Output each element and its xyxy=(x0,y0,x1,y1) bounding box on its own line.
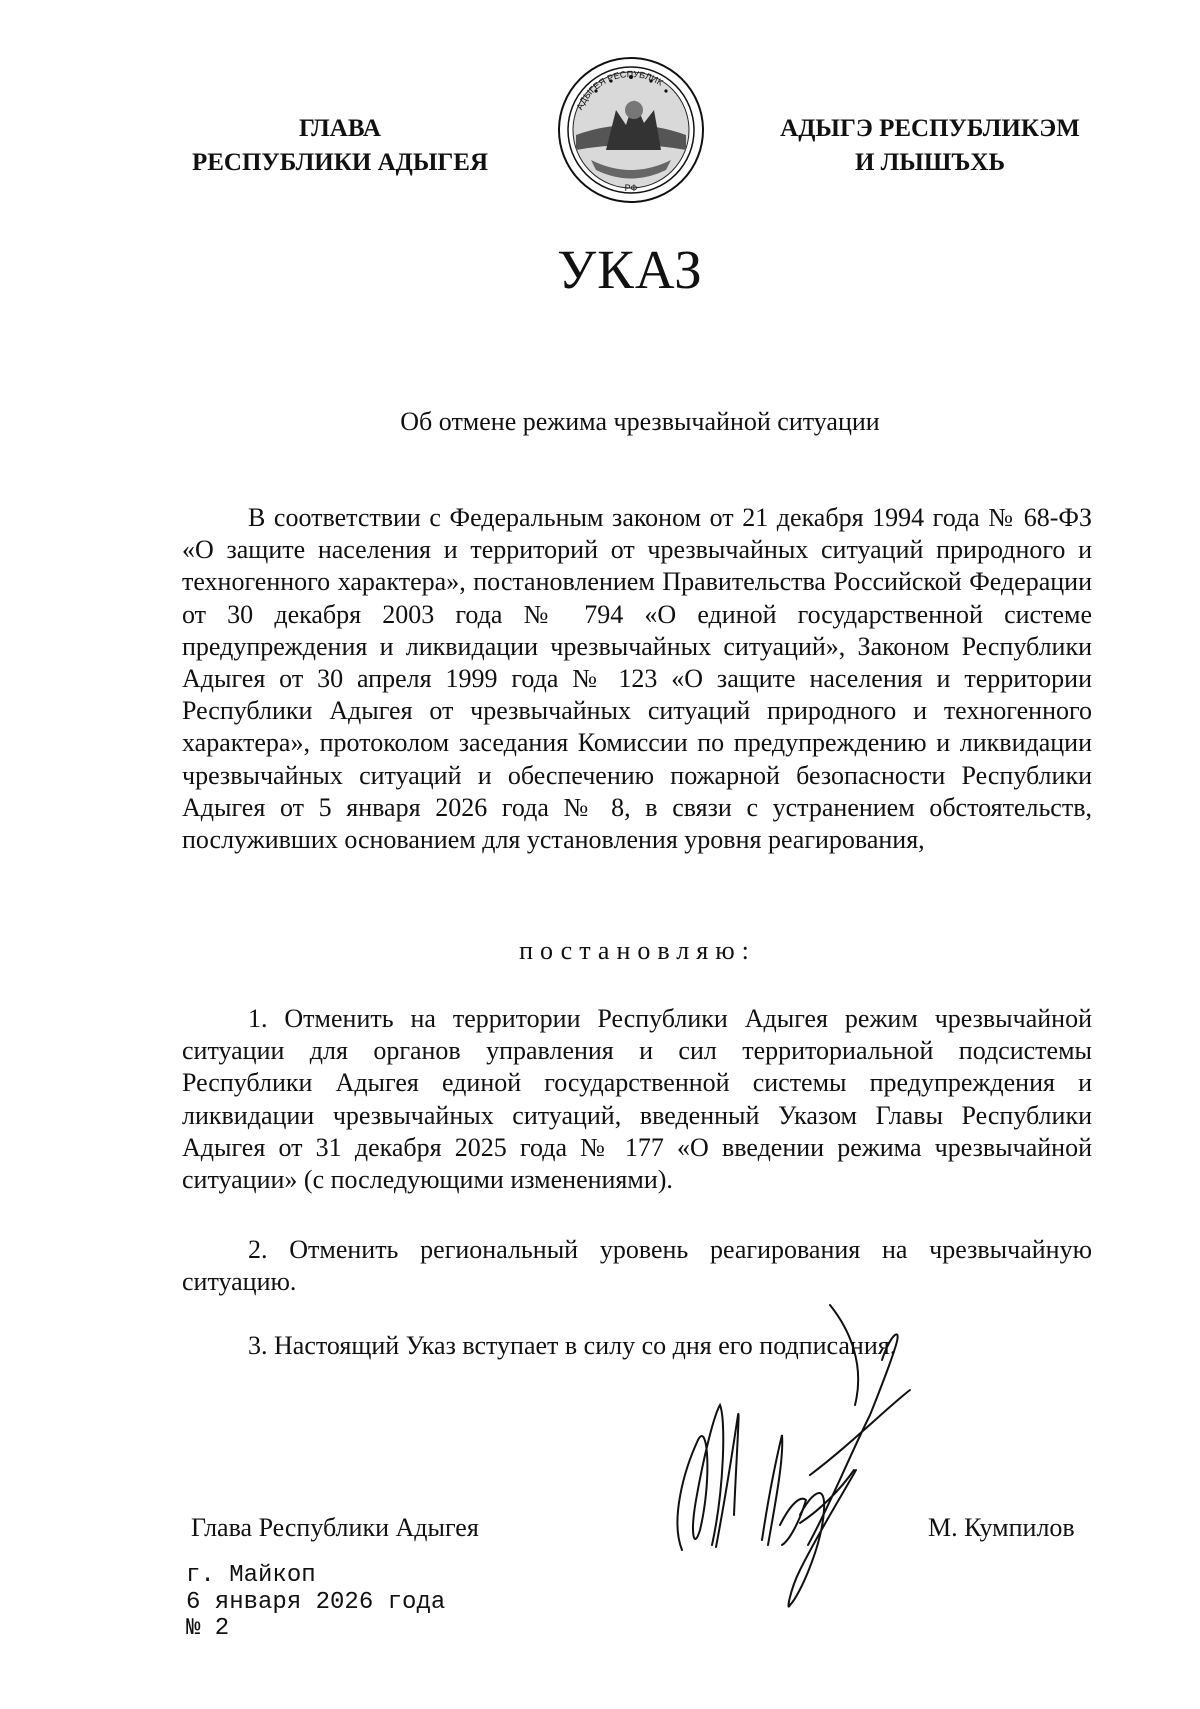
issue-date: 6 января 2026 года xyxy=(186,1589,446,1616)
issuer-adyghe-line-1: АДЫГЭ РЕСПУБЛИКЭМ xyxy=(780,115,1080,142)
document-subject: Об отмене режима чрезвычайной ситуации xyxy=(400,407,880,436)
decree-item-2: 2. Отменить региональный уровень реагирования на чрезвычайную ситуацию. xyxy=(182,1235,1092,1297)
decree-number: № 2 xyxy=(186,1615,230,1642)
signatory-position: Глава Республики Адыгея xyxy=(191,1513,479,1542)
document-title: УКАЗ xyxy=(557,239,703,300)
issuer-line-1: ГЛАВА xyxy=(299,115,381,142)
coat-of-arms-seal-icon xyxy=(556,55,706,205)
issuer-header-russian xyxy=(160,112,520,180)
resolution-keyword: постановляю: xyxy=(519,936,756,965)
issuer-adyghe-line-2: И ЛЫШЪХЬ xyxy=(854,149,1006,176)
issuer-header-adyghe xyxy=(740,112,1120,180)
decree-item-1: 1. Отменить на территории Республики Адыгея режим чрезвычайной ситуации для органов управления и сил территориальной подсистемы Республики Адыгея единой государственной системы предупреждения и ликвидации чрезвычайных ситуаций, введенный Указом Главы Республики Адыгея от 31 декабря 2025 года № 177 «О введении режима чрезвычайной ситуации» (с последующими изменениями). xyxy=(182,1004,1092,1195)
preamble-paragraph: В соответствии с Федеральным законом от 21 декабря 1994 года № 68-ФЗ «О защите населения и территорий от чрезвычайных ситуаций природного и техногенного характера», постановлением Правительства Российской Федерации от 30 декабря 2003 года № 794 «О единой государственной системе предупреждения и ликвидации чрезвычайных ситуаций», Законом Республики Адыгея от 30 апреля 1999 года № 123 «О защите населения и территории Республики Адыгея от чрезвычайных ситуаций природного и техногенного характера», протоколом заседания Комиссии по предупреждению и ликвидации чрезвычайных ситуаций и обеспечению пожарной безопасности Республики Адыгея от 5 января 2026 года № 8, в связи с устранением обстоятельств, послуживших основанием для установления уровня реагирования, xyxy=(182,503,1092,855)
svg-text:РФ: РФ xyxy=(624,183,638,193)
decree-item-3: 3. Настоящий Указ вступает в силу со дня его подписания. xyxy=(248,1331,897,1360)
issuer-line-2: РЕСПУБЛИКИ АДЫГЕЯ xyxy=(191,149,489,176)
issue-city: г. Майкоп xyxy=(186,1562,316,1589)
handwritten-signature-icon xyxy=(650,1295,950,1645)
signatory-name: М. Кумпилов xyxy=(928,1513,1075,1542)
svg-text:АДЫГЕЯ РЕСПУБЛИК: АДЫГЕЯ РЕСПУБЛИК xyxy=(574,68,665,112)
